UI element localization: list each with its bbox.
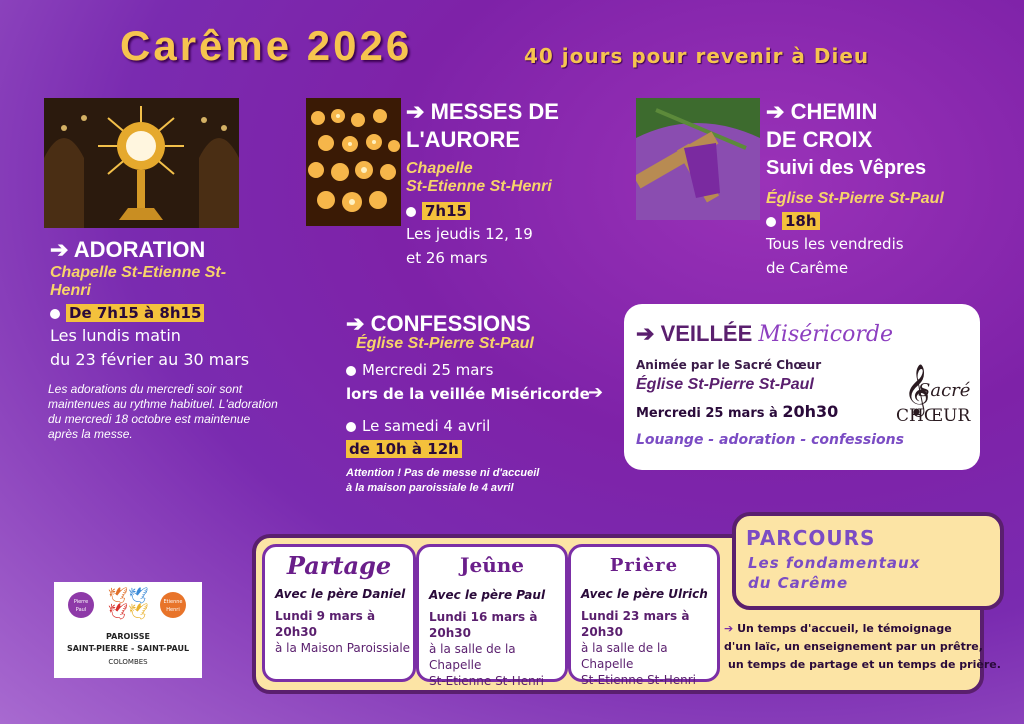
- messes-line2: et 26 mars: [406, 249, 488, 267]
- session-name: Partage: [286, 551, 392, 580]
- confessions-item1-text: Mercredi 25 mars: [362, 361, 494, 379]
- veillee-time: 20h30: [782, 402, 839, 421]
- paroisse-logo: [54, 582, 202, 678]
- bullet-icon: [766, 217, 776, 227]
- confessions-item2b-row: [346, 440, 462, 458]
- session-name: Prière: [609, 555, 679, 576]
- badge-etienne-henri-text: Etienne Henri: [163, 599, 183, 613]
- arrow-icon: ➔: [636, 321, 655, 346]
- session-name: Jeûne: [460, 553, 524, 577]
- session-loc2: St-Etienne St-Henri: [429, 674, 544, 688]
- parcours-sub1: Les fondamentaux: [748, 554, 921, 572]
- adoration-note: Les adorations du mercredi soir sont maintenues au rythme habituel. L'adoration du mercredi 18 octobre est maintenue après la messe.: [48, 382, 278, 441]
- chemin-title1: CHEMIN: [790, 99, 878, 124]
- badge-pierre-paul-text: Pierre Paul: [73, 599, 89, 613]
- bullet-icon: [346, 422, 356, 432]
- bullet-icon: [346, 366, 356, 376]
- candles-icon: [306, 98, 401, 226]
- arrow-icon: ➔: [406, 99, 425, 124]
- veillee-activities: Louange - adoration - confessions: [636, 432, 904, 448]
- session-card-priere: [568, 544, 720, 687]
- messes-heading: [406, 98, 559, 154]
- chemin-line1: Tous les vendredis: [766, 235, 904, 253]
- messes-title1: MESSES DE: [430, 99, 559, 124]
- veillee-title: VEILLÉE: [660, 321, 753, 346]
- sacre-coeur-logo: [892, 366, 978, 436]
- arrow-icon: ➔: [50, 237, 69, 262]
- adoration-place: Chapelle St-Etienne St-Henri: [50, 264, 227, 299]
- session-priest: Avec le père Paul: [429, 588, 546, 602]
- parcours-desc2: d'un laïc, un enseignement par un prêtre,: [724, 640, 983, 653]
- cross-icon: [636, 98, 760, 220]
- adoration-line1: Les lundis matin: [50, 326, 181, 345]
- adoration-title: ADORATION: [73, 237, 206, 262]
- page-title: Carême 2026: [120, 22, 413, 69]
- confessions-item2b: de 10h à 12h: [346, 440, 462, 458]
- adoration-line2: du 23 février au 30 mars: [50, 350, 250, 369]
- session-priest: Avec le père Ulrich: [581, 587, 708, 601]
- chemin-title2: DE CROIX: [766, 127, 873, 152]
- arrow-right-icon: ➔: [588, 382, 604, 403]
- arrow-icon: ➔: [724, 622, 734, 635]
- confessions-item2-text: Le samedi 4 avril: [362, 417, 491, 435]
- session-date: Lundi 16 mars à 20h30: [429, 610, 538, 640]
- messes-title2: L'AURORE: [406, 127, 521, 152]
- session-date: Lundi 23 mars à 20h30: [581, 609, 690, 639]
- parcours-sub2: du Carême: [748, 574, 849, 592]
- veillee-animee: Animée par le Sacré Chœur: [636, 358, 822, 372]
- veillee-title-script: Miséricorde: [758, 322, 893, 347]
- confessions-place: Église St-Pierre St-Paul: [356, 335, 534, 352]
- badge-pierre-paul: [68, 592, 94, 618]
- parcours-title-box: [732, 512, 1004, 610]
- confessions-note: [346, 466, 539, 496]
- badge-etienne-henri: [160, 592, 186, 618]
- session-loc1: à la salle de la Chapelle: [581, 641, 668, 671]
- messes-place: [406, 160, 552, 196]
- messes-place2: St-Etienne St-Henri: [406, 178, 552, 195]
- candles-photo: [306, 98, 401, 226]
- confessions-item2: [346, 414, 490, 438]
- veillee-date-row: [636, 402, 838, 421]
- page-subtitle: 40 jours pour revenir à Dieu: [524, 44, 870, 68]
- confessions-item1b: lors de la veillée Miséricorde: [346, 385, 590, 403]
- paroisse-line1: PAROISSE: [106, 632, 150, 641]
- adoration-heading: [50, 236, 205, 264]
- confessions-heading: [346, 310, 531, 338]
- parcours-desc1: Un temps d'accueil, le témoignage: [737, 622, 952, 635]
- session-card-partage: [262, 544, 416, 682]
- treble-clef-icon: 𝄞: [904, 364, 931, 415]
- session-loc2: St-Etienne St-Henri: [581, 673, 696, 687]
- session-date: Lundi 9 mars à 20h30: [275, 609, 376, 639]
- parcours-title: PARCOURS: [746, 526, 876, 550]
- veillee-place: Église St-Pierre St-Paul: [636, 376, 814, 393]
- chemin-line2: de Carême: [766, 259, 849, 277]
- session-loc1: à la Maison Paroissiale: [275, 641, 411, 655]
- bullet-icon: [50, 309, 60, 319]
- sacre-coeur-top: Sacré: [918, 380, 971, 401]
- veillee-card: [624, 304, 980, 470]
- cross-photo: [636, 98, 760, 220]
- doves-icon: 🕊🕊 🕊🕊: [108, 586, 149, 621]
- messes-time: 7h15: [422, 202, 470, 220]
- session-loc1: à la salle de la Chapelle: [429, 642, 516, 672]
- veillee-heading: [636, 320, 893, 349]
- messes-place1: Chapelle: [406, 160, 473, 177]
- chemin-place: Église St-Pierre St-Paul: [766, 190, 944, 207]
- confessions-note2: à la maison paroissiale le 4 avril: [346, 482, 514, 494]
- messes-line1: Les jeudis 12, 19: [406, 225, 533, 243]
- adoration-photo: [44, 98, 239, 228]
- confessions-item1: [346, 358, 493, 382]
- bullet-icon: [406, 207, 416, 217]
- chemin-title3: Suivi des Vêpres: [766, 157, 927, 179]
- messes-time-row: [406, 202, 470, 220]
- confessions-note1: Attention ! Pas de messe ni d'accueil: [346, 467, 540, 479]
- arrow-icon: ➔: [346, 311, 365, 336]
- veillee-date: Mercredi 25 mars à: [636, 406, 778, 421]
- session-priest: Avec le père Daniel: [275, 587, 406, 601]
- parcours-desc: [724, 620, 1001, 674]
- session-card-jeune: [416, 544, 568, 688]
- confessions-title: CONFESSIONS: [370, 311, 531, 336]
- adoration-time-row: [50, 304, 204, 322]
- arrow-icon: ➔: [766, 99, 785, 124]
- chemin-time-row: [766, 212, 820, 230]
- paroisse-line2: SAINT-PIERRE - SAINT-PAUL: [66, 644, 190, 653]
- sacre-coeur-bottom: CHŒUR: [896, 406, 971, 426]
- parcours-desc3: un temps de partage et un temps de prière.: [728, 658, 1001, 671]
- paroisse-line3: COLOMBES: [108, 658, 148, 666]
- chemin-time: 18h: [782, 212, 820, 230]
- monstrance-icon: [44, 98, 239, 228]
- adoration-time: De 7h15 à 8h15: [66, 304, 204, 322]
- chemin-heading: [766, 98, 926, 182]
